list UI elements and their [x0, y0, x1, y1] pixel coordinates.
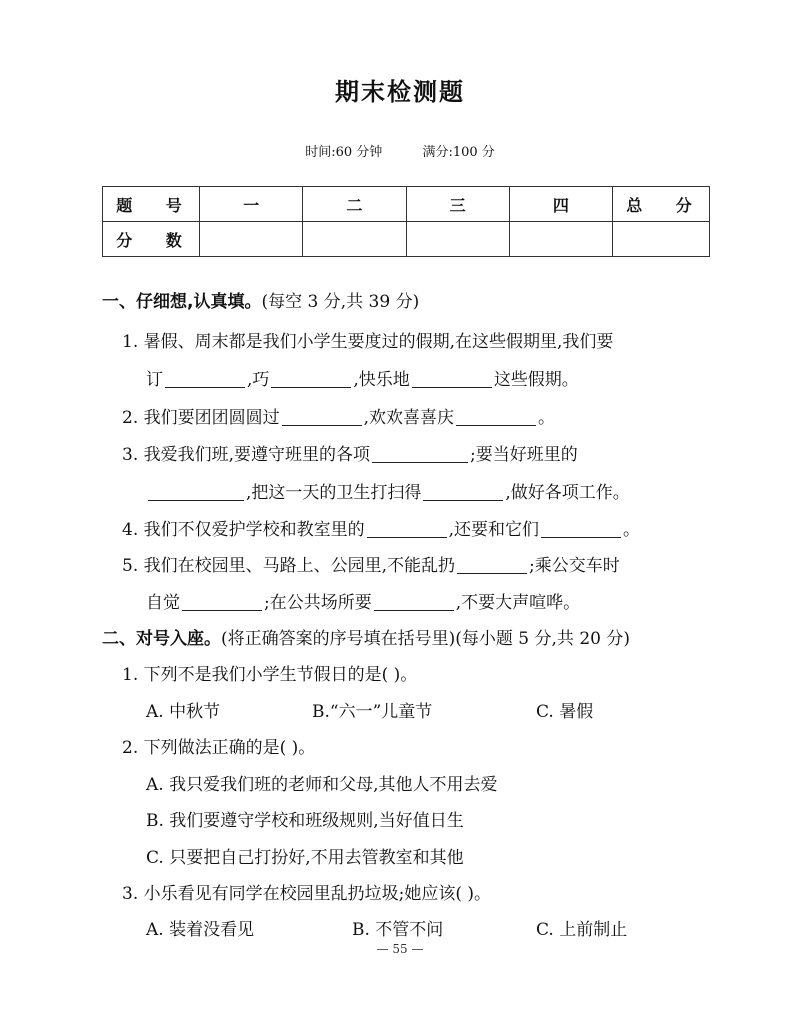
score-table-score-row: [103, 222, 710, 257]
full-score: 满分:100 分: [422, 145, 495, 160]
s1-q3-text-a: 3. 我爱我们班,要遵守班里的各项: [122, 445, 371, 465]
s1-q1-text-d: 这些假期。: [493, 370, 579, 390]
section1-title: 一、仔细想,认真填。: [102, 292, 262, 312]
section2-heading: [102, 624, 630, 649]
header-cell-1: 一: [200, 187, 303, 222]
section1-note: (每空 3 分,共 39 分): [261, 292, 420, 312]
page-number: — 55 —: [376, 942, 424, 956]
s1-q3-text-d: ,做好各项工作。: [505, 483, 630, 503]
s2-q2-option-b[interactable]: B. 我们要遵守学校和班级规则,当好值日生: [146, 811, 464, 831]
s2-q3-option-c[interactable]: C. 上前制止: [536, 920, 628, 940]
s1-q3-text-b: ;要当好班里的: [470, 445, 578, 465]
s1-q5-line2: [146, 588, 580, 613]
blank[interactable]: [374, 609, 454, 611]
blank[interactable]: [282, 424, 362, 426]
score-cell-3[interactable]: [406, 222, 509, 257]
s1-q4-text-a: 4. 我们不仅爱护学校和教室里的: [122, 520, 365, 540]
section1-heading: [102, 287, 419, 312]
s2-q2-option-c[interactable]: C. 只要把自己打扮好,不用去管教室和其他: [146, 848, 464, 868]
s1-q5-text-e: ,不要大声喧哗。: [455, 593, 581, 613]
exam-meta: [0, 141, 800, 160]
s2-q3-option-b[interactable]: B. 不管不问: [352, 920, 444, 940]
s1-q1-line2: [146, 365, 579, 390]
header-cell-4: 四: [509, 187, 612, 222]
score-cell-1[interactable]: [200, 222, 303, 257]
s1-q5-text-c: 自觉: [146, 593, 180, 613]
blank[interactable]: [148, 499, 244, 501]
s1-q5-text-b: ;乘公交车时: [529, 556, 620, 576]
s1-q5-text-d: ;在公共场所要: [264, 593, 372, 613]
s2-q1-option-b[interactable]: B.“六一”儿童节: [312, 702, 433, 722]
score-cell-total[interactable]: [613, 222, 710, 257]
s1-q3-line2: [146, 478, 630, 503]
s1-q4-text-b: ,还要和它们: [448, 520, 540, 540]
blank[interactable]: [367, 536, 447, 538]
s1-q2: [122, 403, 555, 428]
s2-q2: 2. 下列做法正确的是( )。: [122, 738, 316, 758]
header-cell-2: 二: [303, 187, 406, 222]
s2-q3: 3. 小乐看见有同学在校园里乱扔垃圾;她应该( )。: [122, 884, 492, 904]
s2-q2-option-a[interactable]: A. 我只爱我们班的老师和父母,其他人不用去爱: [146, 775, 498, 795]
s1-q1-line1: 1. 暑假、周末都是我们小学生要度过的假期,在这些假期里,我们要: [122, 332, 614, 352]
s1-q1-text-a: 订: [146, 370, 163, 390]
blank[interactable]: [541, 536, 621, 538]
header-cell-number: 题 号: [103, 187, 200, 222]
s1-q4: [122, 515, 640, 540]
s2-q1-option-a[interactable]: A. 中秋节: [146, 702, 221, 722]
blank[interactable]: [182, 609, 262, 611]
s1-q2-text-a: 2. 我们要团团圆圆过: [122, 408, 280, 428]
blank[interactable]: [423, 499, 503, 501]
s2-q1: 1. 下列不是我们小学生节假日的是( )。: [122, 665, 418, 685]
s1-q5-line1: [122, 551, 620, 576]
blank[interactable]: [412, 386, 492, 388]
blank[interactable]: [372, 461, 468, 463]
score-cell-4[interactable]: [509, 222, 612, 257]
s1-q5-text-a: 5. 我们在校园里、马路上、公园里,不能乱扔: [122, 556, 456, 576]
blank[interactable]: [456, 424, 536, 426]
header-cell-3: 三: [406, 187, 509, 222]
s1-q3-line1: [122, 440, 578, 465]
time-limit: 时间:60 分钟: [305, 145, 383, 160]
s2-q1-option-c[interactable]: C. 暑假: [536, 702, 594, 722]
row-label-score: 分 数: [103, 222, 200, 257]
header-cell-total: 总 分: [613, 187, 710, 222]
page-title: 期末检测题: [335, 78, 465, 106]
s2-q3-option-a[interactable]: A. 装着没看见: [146, 920, 255, 940]
score-cell-2[interactable]: [303, 222, 406, 257]
score-table: [102, 186, 710, 257]
s1-q3-text-c: ,把这一天的卫生打扫得: [246, 483, 422, 503]
section2-title: 二、对号入座。: [102, 629, 221, 649]
s1-q4-text-c: 。: [623, 520, 641, 540]
blank[interactable]: [457, 572, 527, 574]
s1-q1-text-c: ,快乐地: [353, 370, 410, 390]
blank[interactable]: [165, 386, 245, 388]
s1-q2-text-b: ,欢欢喜喜庆: [363, 408, 455, 428]
section2-note: (将正确答案的序号填在括号里)(每小题 5 分,共 20 分): [221, 629, 630, 649]
blank[interactable]: [271, 386, 351, 388]
s1-q1-text-b: ,巧: [247, 370, 270, 390]
score-table-header-row: [103, 187, 710, 222]
s1-q2-text-c: 。: [538, 408, 556, 428]
